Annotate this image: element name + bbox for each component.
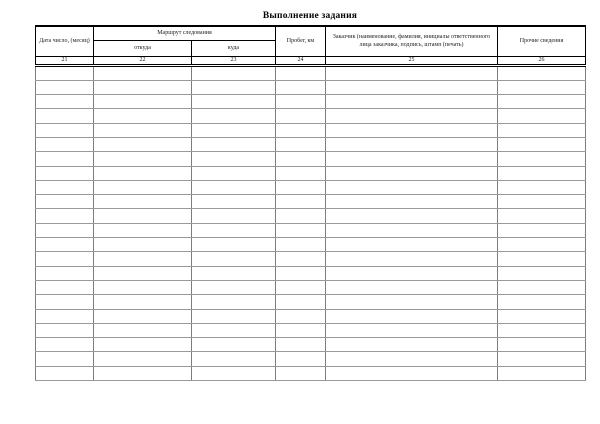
table-cell [192, 123, 276, 137]
table-cell [192, 195, 276, 209]
table-cell [498, 238, 586, 252]
table-cell [326, 65, 498, 80]
table-cell [94, 95, 192, 109]
table-cell [498, 137, 586, 151]
column-number-23: 23 [192, 56, 276, 65]
table-cell [276, 309, 326, 323]
table-cell [326, 295, 498, 309]
table-row [36, 280, 586, 294]
table-cell [192, 309, 276, 323]
table-cell [36, 338, 94, 352]
table-cell [276, 252, 326, 266]
table-cell [94, 323, 192, 337]
col-header-route: Маршрут следования [94, 26, 276, 40]
table-cell [326, 166, 498, 180]
table-cell [94, 366, 192, 380]
table-cell [36, 152, 94, 166]
table-cell [498, 323, 586, 337]
table-cell [36, 238, 94, 252]
table-cell [326, 366, 498, 380]
table-cell [326, 352, 498, 366]
table-cell [498, 80, 586, 94]
table-cell [36, 166, 94, 180]
col-header-customer: Заказчик (наименование, фамилия, инициалы ответственного лица заказчика, подпись, штамп (печать) [326, 26, 498, 56]
table-cell [36, 109, 94, 123]
table-cell [192, 180, 276, 194]
table-cell [326, 223, 498, 237]
table-cell [192, 65, 276, 80]
table-cell [498, 65, 586, 80]
table-cell [326, 252, 498, 266]
table-cell [326, 152, 498, 166]
table-cell [326, 123, 498, 137]
table-cell [94, 152, 192, 166]
table-cell [276, 166, 326, 180]
table-cell [36, 352, 94, 366]
table-cell [94, 166, 192, 180]
table-cell [326, 109, 498, 123]
table-cell [498, 123, 586, 137]
table-cell [94, 195, 192, 209]
table-cell [192, 295, 276, 309]
table-cell [36, 123, 94, 137]
table-row [36, 295, 586, 309]
table-cell [276, 80, 326, 94]
table-cell [36, 223, 94, 237]
table-cell [276, 295, 326, 309]
table-cell [192, 109, 276, 123]
table-cell [276, 238, 326, 252]
table-cell [498, 352, 586, 366]
table-cell [36, 252, 94, 266]
table-cell [94, 123, 192, 137]
table-cell [36, 65, 94, 80]
column-number-22: 22 [94, 56, 192, 65]
table-cell [498, 338, 586, 352]
table-cell [326, 338, 498, 352]
table-cell [36, 209, 94, 223]
table-row [36, 166, 586, 180]
table-cell [192, 338, 276, 352]
table-cell [192, 209, 276, 223]
table-cell [326, 195, 498, 209]
table-row [36, 252, 586, 266]
table-cell [94, 295, 192, 309]
table-cell [192, 223, 276, 237]
table-cell [276, 266, 326, 280]
table-row [36, 109, 586, 123]
table-cell [36, 195, 94, 209]
table-cell [326, 95, 498, 109]
table-cell [94, 180, 192, 194]
table-cell [192, 80, 276, 94]
table-cell [326, 180, 498, 194]
table-cell [276, 280, 326, 294]
table-cell [94, 137, 192, 151]
table-row [36, 223, 586, 237]
table-cell [94, 338, 192, 352]
table-cell [326, 280, 498, 294]
table-cell [192, 266, 276, 280]
table-cell [36, 280, 94, 294]
table-cell [36, 80, 94, 94]
table-cell [94, 280, 192, 294]
column-numbers-row [36, 56, 586, 65]
table-row [36, 309, 586, 323]
table-cell [326, 323, 498, 337]
table-cell [276, 109, 326, 123]
table-row [36, 209, 586, 223]
task-execution-table [35, 25, 586, 381]
table-cell [498, 195, 586, 209]
table-row [36, 323, 586, 337]
table-cell [192, 152, 276, 166]
table-cell [276, 95, 326, 109]
table-cell [36, 137, 94, 151]
table-cell [36, 180, 94, 194]
table-cell [94, 65, 192, 80]
col-header-date: Дата число, (месяц) [36, 26, 94, 56]
table-cell [192, 323, 276, 337]
table-row [36, 338, 586, 352]
table-cell [276, 209, 326, 223]
table-row [36, 80, 586, 94]
table-row [36, 266, 586, 280]
table-cell [326, 209, 498, 223]
table-cell [326, 80, 498, 94]
table-row [36, 352, 586, 366]
table-cell [326, 309, 498, 323]
table-cell [36, 95, 94, 109]
table-cell [192, 95, 276, 109]
table-header [36, 26, 586, 65]
table-cell [94, 238, 192, 252]
table-cell [326, 137, 498, 151]
table-cell [276, 366, 326, 380]
table-row [36, 238, 586, 252]
header-row-1 [36, 26, 586, 40]
table-cell [36, 309, 94, 323]
table-cell [498, 266, 586, 280]
table-cell [276, 223, 326, 237]
table-cell [498, 252, 586, 266]
table-cell [498, 280, 586, 294]
table-cell [192, 137, 276, 151]
table-cell [94, 266, 192, 280]
table-row [36, 195, 586, 209]
col-header-route-from: откуда [94, 40, 192, 56]
table-cell [192, 352, 276, 366]
table-cell [36, 366, 94, 380]
col-header-route-to: куда [192, 40, 276, 56]
table-cell [94, 309, 192, 323]
table-cell [498, 295, 586, 309]
table-cell [498, 180, 586, 194]
table-cell [326, 238, 498, 252]
table-row [36, 137, 586, 151]
table-cell [192, 166, 276, 180]
table-cell [94, 252, 192, 266]
table-cell [94, 209, 192, 223]
table-cell [94, 109, 192, 123]
table-cell [192, 252, 276, 266]
table-cell [276, 123, 326, 137]
table-row [36, 65, 586, 80]
column-number-26: 26 [498, 56, 586, 65]
table-cell [276, 65, 326, 80]
table-cell [276, 180, 326, 194]
table-cell [498, 366, 586, 380]
table-cell [192, 238, 276, 252]
table-cell [498, 152, 586, 166]
page-title: Выполнение задания [262, 11, 358, 21]
table-cell [498, 309, 586, 323]
table-cell [498, 209, 586, 223]
column-number-25: 25 [326, 56, 498, 65]
table-body [36, 65, 586, 381]
table-cell [326, 266, 498, 280]
table-cell [36, 295, 94, 309]
table-cell [498, 223, 586, 237]
table-cell [192, 280, 276, 294]
table-row [36, 152, 586, 166]
table-cell [94, 352, 192, 366]
column-number-24: 24 [276, 56, 326, 65]
table-cell [498, 95, 586, 109]
table-cell [276, 323, 326, 337]
col-header-mileage: Пробег, км [276, 26, 326, 56]
table-cell [498, 166, 586, 180]
table-cell [276, 152, 326, 166]
table-row [36, 95, 586, 109]
table-cell [36, 266, 94, 280]
table-cell [94, 80, 192, 94]
table-cell [276, 352, 326, 366]
table-cell [94, 223, 192, 237]
table-cell [276, 137, 326, 151]
table-cell [276, 338, 326, 352]
column-number-21: 21 [36, 56, 94, 65]
table-cell [36, 323, 94, 337]
table-cell [276, 195, 326, 209]
table-row [36, 123, 586, 137]
col-header-other: Прочие сведения [498, 26, 586, 56]
table-cell [192, 366, 276, 380]
table-cell [498, 109, 586, 123]
table-row [36, 366, 586, 380]
table-row [36, 180, 586, 194]
